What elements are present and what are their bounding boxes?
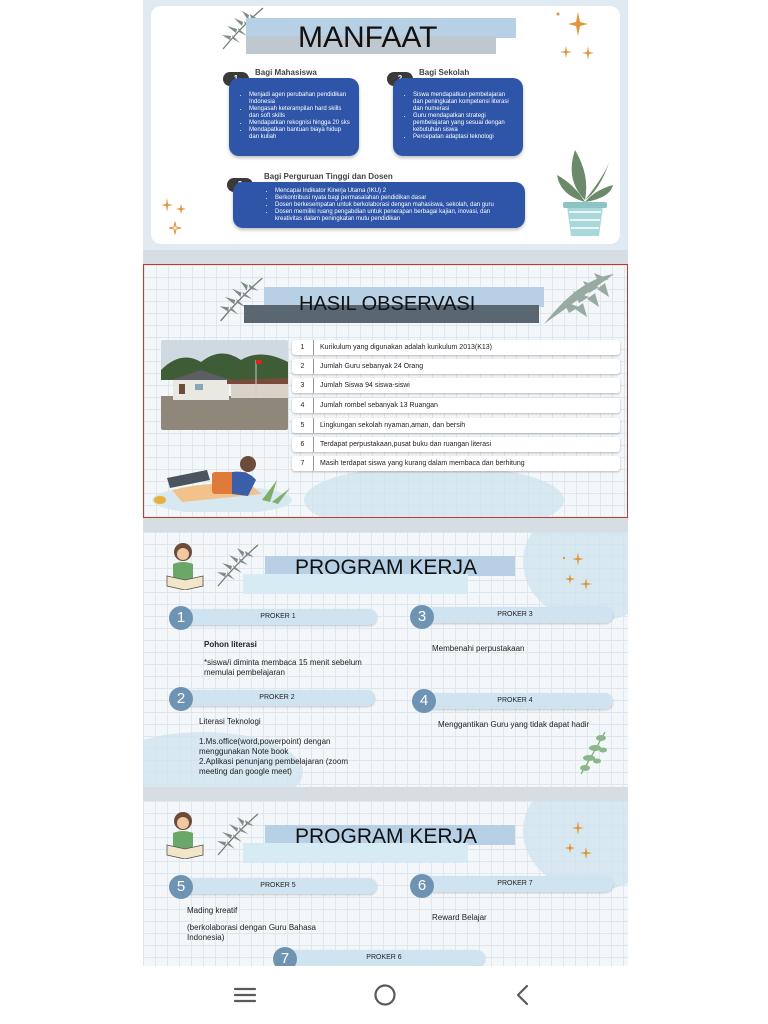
proker-number: 4 (412, 689, 436, 713)
navigation-bar (0, 966, 768, 1024)
proker-label: PROKER 3 (417, 607, 613, 623)
card-heading: Bagi Sekolah (419, 68, 470, 77)
proker-heading: Pohon literasi (204, 640, 257, 649)
proker-description: *siswa/i diminta membaca 15 menit sebelum memulai pembelajaran (204, 658, 362, 677)
recent-apps-icon (233, 985, 257, 1005)
slide-program-kerja-2 (143, 801, 628, 966)
list-item: • Mengasah keterampilan hard skills dan soft skills (249, 106, 351, 120)
list-item: • Mendapatkan rekognisi hingga 20 sks (249, 120, 351, 127)
benefit-list (243, 92, 351, 141)
list-item: • Mencapai Indikator Kinerja Utama (IKU) 2 (275, 188, 517, 195)
palm-leaf-icon (539, 269, 619, 329)
background-blob (304, 465, 564, 518)
page-title: PROGRAM KERJA (295, 556, 478, 579)
list-item: • Siswa mendapatkan pembelajaran dan peningkatan kompetensi literasi dan numerasi (413, 92, 515, 113)
proker-description: Reward Belajar (432, 913, 487, 922)
proker-label: PROKER 4 (417, 693, 613, 709)
list-item: • Menjadi agen perubahan pendidikan Indonesia (249, 92, 351, 106)
sparkle-icon (558, 548, 598, 593)
proker-label: PROKER 5 (179, 878, 377, 894)
row-text: Lingkungan sekolah nyaman,aman, dan bersih (320, 422, 466, 429)
list-item: • Guru mendapatkan strategi pembelajaran yang sesuai dengan kebutuhan siswa (413, 113, 515, 134)
slide-manfaat (143, 0, 628, 250)
observation-row (292, 378, 620, 393)
proker-description: (berkolaborasi dengan Guru Bahasa Indonesia) (187, 923, 316, 942)
benefit-card-mahasiswa (229, 78, 359, 156)
observation-row (292, 340, 620, 355)
card-heading: Bagi Mahasiswa (255, 68, 317, 77)
back-icon (515, 984, 531, 1006)
proker-label: PROKER 6 (283, 950, 485, 966)
proker-number: 5 (169, 875, 193, 899)
observation-row (292, 398, 620, 413)
girl-reading-icon (163, 540, 207, 590)
row-text: Jumlah rombel sebanyak 13 Ruangan (320, 402, 438, 409)
home-icon (373, 983, 397, 1007)
proker-description: Membenahi perpustakaan (432, 644, 525, 653)
row-number: 5 (292, 418, 314, 433)
row-number: 6 (292, 437, 314, 452)
proker-number: 2 (169, 687, 193, 711)
reading-person-illustration (152, 450, 297, 512)
proker-number: 1 (169, 606, 193, 630)
page-title: PROGRAM KERJA (295, 825, 478, 848)
proker-number: 6 (410, 874, 434, 898)
benefit-card-perguruan-tinggi (233, 182, 525, 228)
proker-label: PROKER 1 (179, 609, 377, 625)
home-button[interactable] (365, 978, 405, 1012)
proker-description: 1.Ms.office(word,powerpoint) dengan menggunakan Note book (199, 737, 331, 756)
recent-apps-button[interactable] (225, 978, 265, 1012)
card-heading: Bagi Perguruan Tinggi dan Dosen (264, 172, 393, 181)
benefit-card-sekolah (393, 78, 523, 156)
row-text: Jumlah Siswa 94 siswa-siswi (320, 382, 410, 389)
proker-number: 3 (410, 605, 434, 629)
row-text: Kurikulum yang digunakan adalah kurikulum 2013(K13) (320, 344, 492, 351)
observation-row (292, 418, 620, 433)
back-button[interactable] (503, 978, 543, 1012)
row-number: 3 (292, 378, 314, 393)
sparkle-icon (157, 192, 197, 240)
benefit-list (247, 188, 517, 223)
document-viewer[interactable] (143, 0, 628, 966)
row-number: 1 (292, 340, 314, 355)
girl-reading-icon (163, 809, 207, 859)
proker-label: PROKER 7 (417, 876, 613, 892)
list-item: • Dosen memiliki ruang pengabdian untuk penerapan berbagai kajian, inovasi, dan kreativitas dalam peningkatan mutu pendidikan (275, 209, 517, 223)
row-text: Jumlah Guru sebanyak 24 Orang (320, 363, 424, 370)
plant-pot-icon (555, 140, 615, 240)
sparkle-icon (548, 8, 598, 68)
row-text: Terdapat perpustakaan,pusat buku dan ruangan literasi (320, 441, 492, 448)
slide-program-kerja-1 (143, 532, 628, 787)
list-item: • Percepatan adaptasi teknologi (413, 134, 515, 141)
proker-number: 7 (273, 947, 297, 966)
proker-description: 2.Aplikasi penunjang pembelajaran (zoom meeting dan google meet) (199, 757, 348, 776)
proker-heading: Mading kreatif (187, 906, 238, 915)
list-item: • Mendapatkan bantuan biaya hidup dan kuliah (249, 127, 351, 141)
observation-row (292, 437, 620, 452)
slide-hasil-observasi (143, 264, 628, 518)
proker-label: PROKER 2 (179, 690, 375, 706)
page-title: MANFAAT (298, 21, 438, 54)
list-item: • Berkontribusi nyata bagi permasalahan pendidikan dasar (275, 195, 517, 202)
sparkle-icon (558, 817, 598, 862)
school-photo (161, 340, 288, 430)
row-number: 2 (292, 359, 314, 374)
row-number: 7 (292, 456, 314, 471)
proker-description: Menggantikan Guru yang tidak dapat hadir (438, 720, 590, 729)
observation-row (292, 359, 620, 374)
benefit-list (407, 92, 515, 141)
leaf-sprig-icon (575, 728, 611, 776)
list-item: • Dosen berkesempatan untuk berkolaborasi dengan mahasiswa, sekolah, dan guru (275, 202, 517, 209)
row-number: 4 (292, 398, 314, 413)
proker-heading: Literasi Teknologi (199, 717, 261, 726)
observation-row (292, 456, 620, 471)
row-text: Masih terdapat siswa yang kurang dalam membaca dan berhitung (320, 460, 525, 467)
page-title: HASIL OBSERVASI (299, 293, 476, 315)
